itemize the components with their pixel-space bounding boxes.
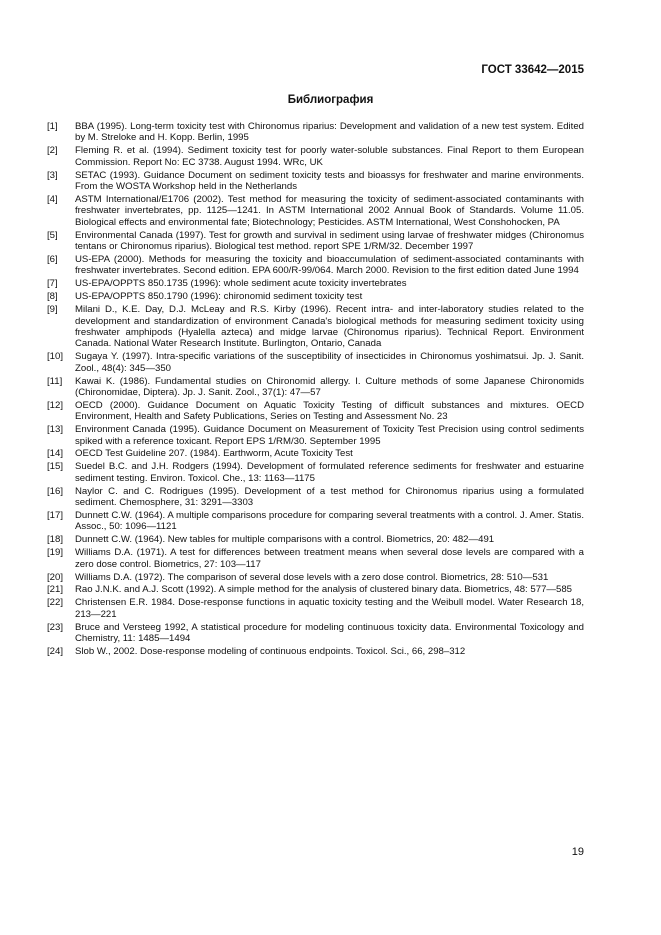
reference-number: [15] [47,461,64,473]
reference-number: [23] [47,621,64,633]
reference-item [47,230,584,253]
reference-number: [3] [47,169,58,181]
reference-number: [18] [47,534,64,546]
reference-text: Rao J.N.K. and A.J. Scott (1992). A simple method for the analysis of clustered binary data. Biometrics, 48: 577—585 [75,584,573,596]
reference-item [47,534,584,545]
reference-text: US-EPA/OPPTS 850.1735 (1996): whole sediment acute toxicity invertebrates [75,278,407,290]
reference-number: [16] [47,485,64,497]
reference-text: Sugaya Y. (1997). Intra-specific variations of the susceptibility of insecticides in Chironomus yoshimatsui. Jp. J. Sanit. Zool., 48(4): 345—350 [75,351,584,374]
reference-number: [19] [47,547,64,559]
reference-number: [12] [47,399,64,411]
reference-number: [7] [47,278,58,290]
reference-number: [5] [47,229,58,241]
reference-item [47,572,584,583]
reference-text: Dunnett C.W. (1964). A multiple comparisons procedure for comparing several treatments with a control. J. Amer. Statis. Assoc., 50: 1096—1121 [75,510,584,533]
reference-item [47,584,584,595]
reference-item [47,424,584,447]
reference-number: [10] [47,351,64,363]
reference-number: [20] [47,571,64,583]
reference-number: [21] [47,584,64,596]
reference-number: [1] [47,121,58,132]
reference-number: [4] [47,193,58,205]
reference-text: Dunnett C.W. (1964). New tables for multiple comparisons with a control. Biometrics, 20: 482—491 [75,534,495,546]
reference-item [47,400,584,423]
reference-number: [6] [47,253,58,265]
reference-item [47,376,584,399]
reference-text: Environment Canada (1995). Guidance Document on Measurement of Toxicity Test Precision using control sediments spiked with a reference toxicant. Report EPS 1/RM/30. September 1995 [75,424,584,447]
reference-number: [2] [47,145,58,157]
reference-item [47,145,584,168]
reference-text: Bruce and Versteeg 1992, A statistical procedure for modeling continuous toxicity data. Environmental Toxicology and Chemistry, 11: 1485—1494 [75,621,584,645]
reference-item [47,121,584,144]
reference-number: [14] [47,448,64,460]
reference-item [47,291,584,302]
page-number: 19 [571,846,584,858]
reference-text: US-EPA (2000). Methods for measuring the toxicity and bioaccumulation of sediment-associated contaminants with freshwater invertebrates. Second edition. EPA 600/R-99/064. March 2000. Revision to the first edition dated June 1994 [75,253,584,277]
reference-number: [9] [47,304,58,316]
reference-text: Fleming R. et al. (1994). Sediment toxicity test for poorly water-soluble substances. Final Report to them European Commission. Report No: EC 3738. August 1994. WRc, UK [75,145,584,168]
reference-item [47,448,584,459]
reference-item [47,351,584,374]
reference-text: Christensen E.R. 1984. Dose-response functions in aquatic toxicity testing and the Weibull model. Water Research 18, 213—221 [75,597,584,620]
reference-text: Environmental Canada (1997). Test for growth and survival in sediment using larvae of freshwater midges (Chironomus tentans or Chironomus riparius). Biological test method. report SPE 1/RM/32. December 1997 [75,229,584,253]
reference-text: Kawai K. (1986). Fundamental studies on Chironomid allergy. I. Culture methods of some Japanese Chironomids (Chironomidae, Diptera). Jp. J. Sanit. Zool., 37(1): 47—57 [75,375,584,398]
reference-text: Milani D., K.E. Day, D.J. McLeay and R.S. Kirby (1996). Recent intra- and inter-laboratory studies related to the development and standardization of environment Canada's biological methods for measuring sediment toxicity using freshwater amphipods (Hyalella azteca) and midge larvae (Chironomus riparius). Technical Report. Environment Canada. National Water Research Institute. Burlington, Ontario, Canada [75,304,584,350]
reference-list [47,121,584,659]
reference-text: OECD Test Guideline 207. (1984). Earthworm, Acute Toxicity Test [75,448,353,460]
reference-number: [8] [47,291,58,303]
reference-number: [11] [47,375,63,387]
reference-item [47,461,584,484]
reference-text: Williams D.A. (1972). The comparison of several dose levels with a zero dose control. Biometrics, 28: 510—531 [75,571,549,583]
standard-number: ГОСТ 33642—2015 [481,64,584,76]
reference-item [47,304,584,350]
reference-text: BBA (1995). Long-term toxicity test with Chironomus riparius: Development and validation of a new test system. Edited by M. Streloke and H. Kopp. Berlin, 1995 [75,121,584,144]
reference-item [47,622,584,645]
reference-item [47,254,584,277]
reference-item [47,278,584,289]
reference-item [47,170,584,193]
reference-text: US-EPA/OPPTS 850.1790 (1996): chironomid sediment toxicity test [75,291,363,303]
reference-text: Slob W., 2002. Dose-response modeling of continuous endpoints. Toxicol. Sci., 66, 298–312 [75,645,466,657]
reference-text: Williams D.A. (1971). A test for differences between treatment means when several dose levels are compared with a zero dose control. Biometrics, 27: 103—117 [75,547,584,570]
reference-text: Naylor C. and C. Rodrigues (1995). Development of a test method for Chironomus riparius using a formulated sediment. Chemosphere, 31: 3291—3303 [75,485,584,509]
reference-text: Suedel B.C. and J.H. Rodgers (1994). Development of formulated reference sediments for freshwater and estuarine sediment testing. Environ. Toxicol. Che., 13: 1163—1175 [75,461,584,484]
reference-text: OECD (2000). Guidance Document on Aquatic Toxicity Testing of difficult substances and mixtures. OECD Environment, Health and Safety Publications, Series on Testing and Assessment No. 23 [75,399,584,423]
bibliography-title: Библиография [287,94,374,106]
reference-text: SETAC (1993). Guidance Document on sediment toxicity tests and bioassys for freshwater and marine environments. From the WOSTA Workshop held in the Netherlands [75,169,584,193]
reference-number: [13] [47,424,64,436]
reference-item [47,486,584,509]
reference-item [47,646,584,657]
reference-number: [17] [47,510,64,521]
reference-text: ASTM International/E1706 (2002). Test method for measuring the toxicity of sediment-associated contaminants with freshwater invertebrates, pp. 1125—1241. In ASTM International 2002 Annual Book of Standards. Volume 11.05. Biological effects and environmental fate; Biotechnology; Pesticides. ASTM International, West Conshohocken, PA [75,193,584,228]
reference-number: [22] [47,597,64,609]
reference-item [47,194,584,228]
reference-item [47,510,584,533]
reference-item [47,597,584,620]
reference-number: [24] [47,645,64,657]
reference-item [47,547,584,570]
